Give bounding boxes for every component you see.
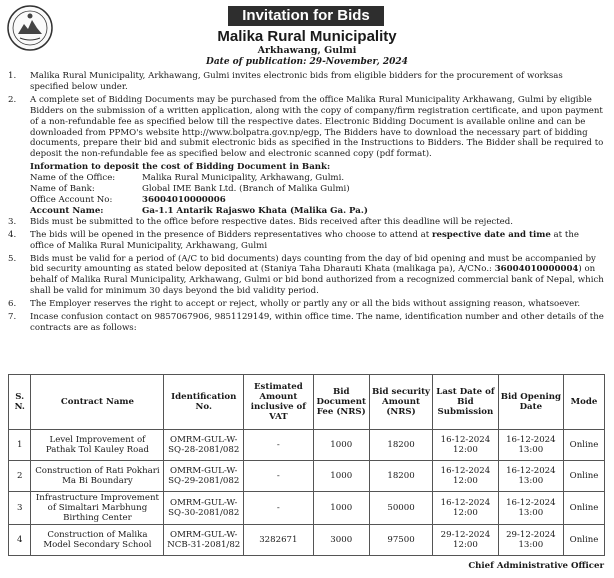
table-row: 1 Level Improvement of Pathak Tol Kauley Road OMRM-GUL-W-SQ-28-2081/082 - 1000 18200 16-12-2024 12:00 16-12-2024 13:00 Online — [9, 430, 605, 461]
signature-line: Chief Administrative Officer — [468, 561, 604, 571]
notice-item: 6. The Employer reserves the right to accept or reject, wholly or partly any or all the bids without assigning reason, whatsoever. — [8, 299, 581, 310]
publication-date: Date of publication: 29-November, 2024 — [206, 57, 408, 67]
deposit-row: Name of the Office: Malika Rural Municipality, Arkhawang, Gulmi. — [30, 173, 345, 184]
notice-item: 3. Bids must be submitted to the office before respective dates. Bids received after this deadline will be rejected. — [8, 216, 514, 227]
header-sn: S. N. — [9, 375, 31, 430]
header-mode: Mode — [564, 375, 605, 430]
deposit-row: Account Name: Ga-1.1 Antarik Rajaswo Khata (Malika Ga. Pa.) — [30, 205, 368, 216]
header-identification: Identification No. — [164, 375, 244, 430]
deposit-row: Name of Bank: Global IME Bank Ltd. (Branch of Malika Gulmi) — [30, 184, 350, 195]
table-row: 3 Infrastructure Improvement of Simaltari Marbhung Birthing Center OMRM-GUL-W-SQ-30-2081/082 - 1000 50000 16-12-2024 12:00 16-12-2024 13:00 Online — [9, 492, 605, 525]
header-estimated-amount: Estimated Amount inclusive of VAT — [244, 375, 314, 430]
deposit-row: Office Account No: 36004010000006 — [30, 194, 226, 205]
table-row: 2 Construction of Rati Pokhari Ma Bi Boundary OMRM-GUL-W-SQ-29-2081/082 - 1000 18200 16-12-2024 12:00 16-12-2024 13:00 Online — [9, 461, 605, 492]
header-document-fee: Bid Document Fee (NRS) — [313, 375, 369, 430]
notice-item: 4. The bids will be opened in the presence of Bidders representatives who choose to attend at respective date and time at the office of Malika Rural Municipality, Arkhawang, Gulmi — [8, 229, 579, 251]
header-bid-security: Bid security Amount (NRS) — [369, 375, 432, 430]
notice-item: 1. Malika Rural Municipality, Arkhawang, Gulmi invites electronic bids from eligible bidders for the procurement of worksas specified below under. — [8, 71, 563, 92]
notice-item: 2. A complete set of Bidding Documents may be purchased from the office Malika Rural Municipality Arkhawang, Gulmi by eligible Bidders on the submission of a written application, along with the copy of company/firm registration certificate, and upon payment of a non-refundable fee as specified below till the respective dates. Electronic Bidding Document is available online and can be downloaded from PPMO's website http://www.bolpatra.gov.np/egp, The Bidders have to download the necessary part of bidding documents, prepare their bid and submit electronic bids as specified in the Instructions to Bidders. The Bidder shall be required to deposit the non-refundable fee as specified below and electronic scanned copy (pdf format). — [8, 94, 604, 160]
header-opening-date: Bid Opening Date — [498, 375, 563, 430]
table-header-row — [9, 375, 605, 430]
header-last-date: Last Date of Bid Submission — [433, 375, 498, 430]
header-contract-name: Contract Name — [31, 375, 164, 430]
notice-item: 7. Incase confusion contact on 9857067906, 9851129149, within office time. The name, identification number and other details of the contracts are as follows: — [8, 312, 604, 333]
invitation-banner: Invitation for Bids — [228, 6, 384, 26]
office-location: Arkhawang, Gulmi — [257, 45, 357, 56]
table-row: 4 Construction of Malika Model Secondary School OMRM-GUL-W-NCB-31-2081/82 3282671 3000 97500 29-12-2024 12:00 29-12-2024 13:00 Online — [9, 525, 605, 556]
deposit-heading: Information to deposit the cost of Bidding Document in Bank: — [30, 162, 331, 173]
contracts-table — [8, 374, 605, 556]
deposit-info — [30, 162, 604, 217]
office-title: Malika Rural Municipality — [217, 28, 397, 45]
notice-body — [8, 71, 604, 336]
notice-item: 5. Bids must be valid for a period of (A/C to bid documents) days counting from the day of bid opening and must be accompanied by bid security amounting as stated below deposited at (Staniya Taha Dharauti Khata (malikaga pa), A/CNo.: 36004010000004) on behalf of Malika Rural Municipality, Arkhawang, Gulmi or bid bond authorized from a recognized commercial bank of Nepal, which shall be valid for minimum 30 days beyond the bid validity period. — [8, 253, 604, 297]
